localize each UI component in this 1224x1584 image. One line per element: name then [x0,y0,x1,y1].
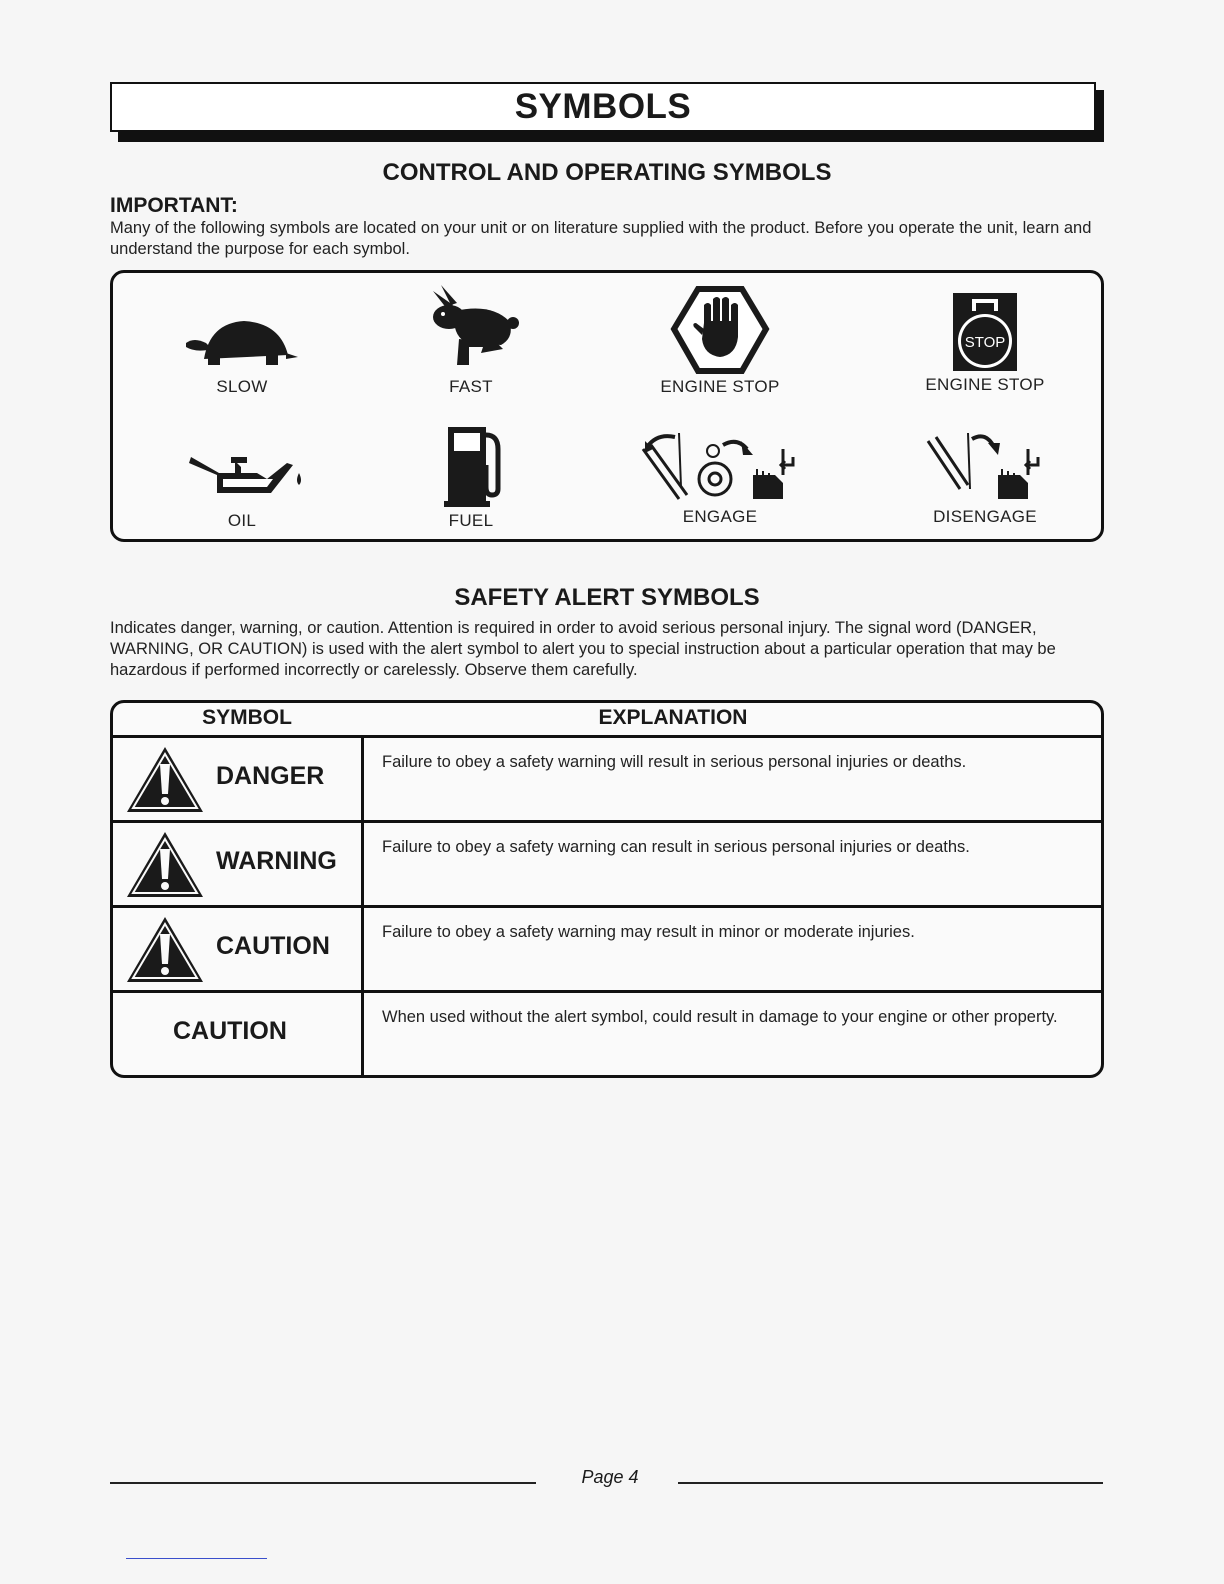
table-row [113,908,1101,993]
table-row [113,993,1101,1075]
symbol-engage [620,427,820,527]
oil-can-icon [177,449,307,509]
rabbit-icon [411,281,531,375]
page-title: SYMBOLS [514,87,692,126]
symbol-label: ENGINE STOP [925,375,1045,394]
symbol-engine-stop-box [885,291,1085,395]
control-symbols-panel [110,270,1104,542]
title-banner [110,82,1096,132]
table-row [113,823,1101,908]
symbol-engine-stop-hand [620,285,820,397]
symbol-label: DISENGAGE [933,507,1037,526]
footer-rule-right [678,1482,1103,1484]
symbol-disengage [885,427,1085,527]
symbol-label: ENGINE STOP [660,377,780,396]
col-symbol-header: SYMBOL [202,706,292,729]
symbol-fuel [371,425,571,531]
engage-icon [635,427,805,505]
explanation-text: Failure to obey a safety warning can result in serious personal injuries or deaths. [382,838,970,856]
symbol-fast [371,281,571,397]
footer-rule-left [110,1482,536,1484]
safety-intro: Indicates danger, warning, or caution. Attention is required in order to avoid serious personal injury. The signal word (DANGER, WARNING, OR CAUTION) is used with the alert symbol to alert you to special instruction about a particular operation that may be hazardous if performed incorrectly or carelessly. Observe them carefully. [110,619,1056,679]
symbol-label: OIL [227,511,257,530]
page-number: Page 4 [581,1467,639,1487]
engine-stop-icon [950,291,1020,373]
important-label: IMPORTANT: [110,194,238,217]
hand-stop-icon [670,285,770,375]
explanation-text: When used without the alert symbol, could result in damage to your engine or other property. [382,1008,1058,1026]
safety-table [110,700,1104,1078]
safety-heading: SAFETY ALERT SYMBOLS [454,584,760,611]
symbol-oil [142,449,342,531]
signal-word: CAUTION [173,1017,287,1045]
fuel-pump-icon [436,425,506,509]
table-header [113,703,1101,738]
control-heading: CONTROL AND OPERATING SYMBOLS [382,159,832,186]
turtle-icon [182,301,302,375]
symbol-label: SLOW [216,377,268,396]
control-intro: Many of the following symbols are located on your unit or on literature supplied with the product. Before you operate the unit, learn and understand the purpose for each symbol. [110,219,1092,258]
link-underline [126,1558,267,1559]
table-row [113,738,1101,823]
col-explanation-header: EXPLANATION [598,706,748,729]
symbol-label: ENGAGE [682,507,758,526]
signal-word: CAUTION [216,932,330,960]
signal-word: DANGER [216,762,325,790]
disengage-icon [920,427,1050,505]
symbol-slow [142,301,342,397]
signal-word: WARNING [216,847,337,875]
warning-triangle-icon [125,744,205,814]
symbol-label: FAST [449,377,493,396]
stop-text: STOP [964,334,1006,351]
warning-triangle-icon [125,914,205,984]
warning-triangle-icon [125,829,205,899]
explanation-text: Failure to obey a safety warning will result in serious personal injuries or deaths. [382,753,967,771]
symbol-label: FUEL [448,511,494,530]
explanation-text: Failure to obey a safety warning may result in minor or moderate injuries. [382,923,915,941]
